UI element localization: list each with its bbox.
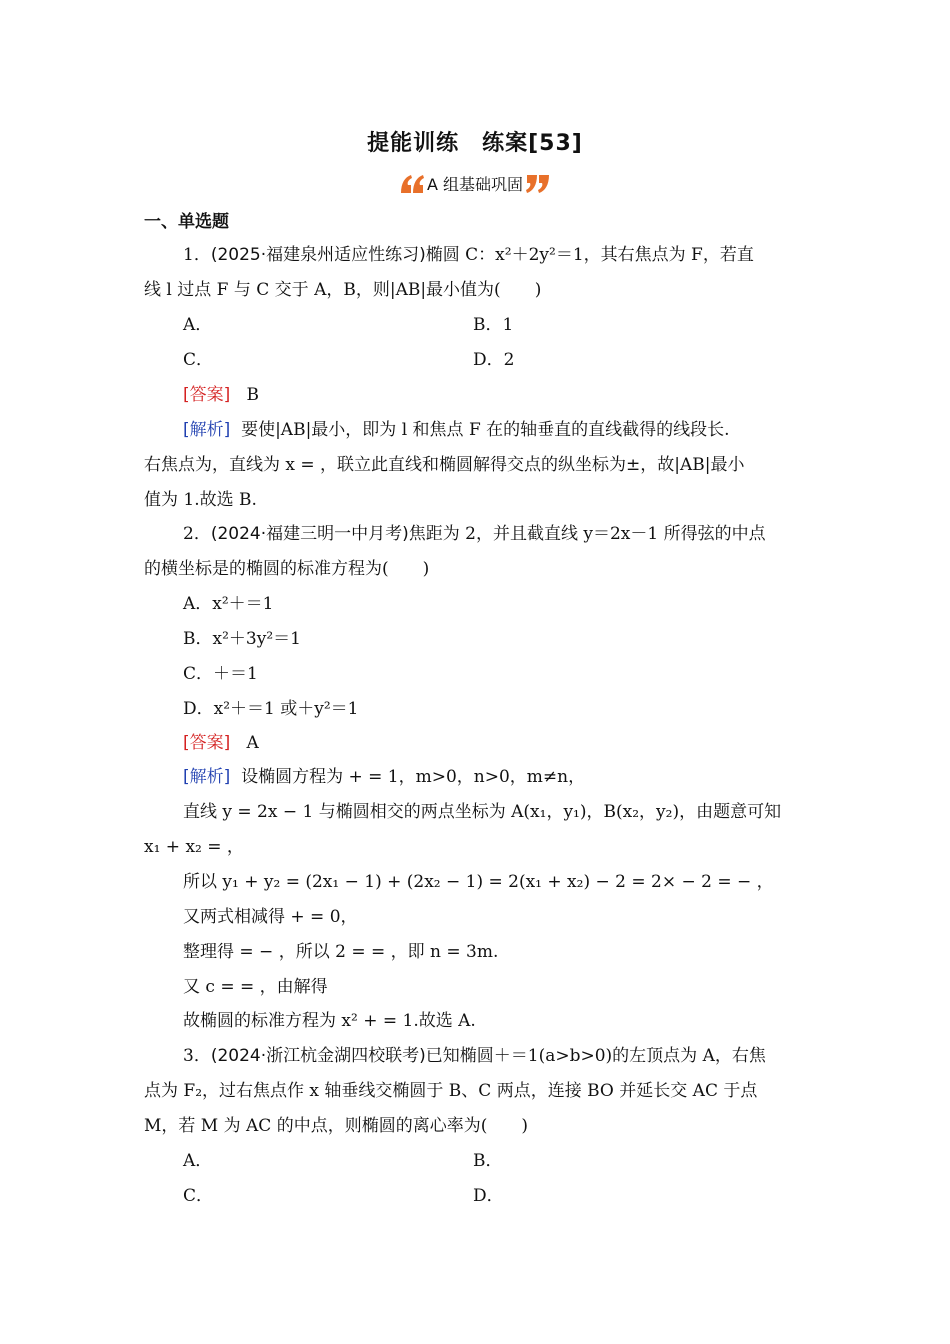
q3-stem-line1 — [183, 1044, 766, 1068]
group-label: A 组基础巩固 — [426, 175, 524, 194]
q2-analysis-line4: 所以 y₁ + y₂ = (2x₁ − 1) + (2x₂ − 1) = 2(x₁ + x₂) − 2 = 2× − 2 = − ， — [183, 872, 774, 892]
q3-option-d: D． — [473, 1186, 504, 1206]
q1-answer — [183, 383, 259, 407]
q3-source: (2024·浙江杭金湖四校联考) — [210, 1046, 426, 1066]
q3-option-b: B． — [473, 1151, 503, 1171]
q2-option-d: D．x²＋＝1 或＋y²＝1 — [183, 699, 359, 719]
q3-stem-b: 点为 F₂，过右焦点作 x 轴垂线交椭圆于 B、C 两点，连接 BO 并延长交 AC 于点 — [144, 1081, 758, 1101]
close-quote-icon — [525, 173, 551, 195]
analysis-label: [解析] — [183, 767, 231, 787]
analysis-label: [解析] — [183, 420, 231, 440]
q2-number: 2． — [183, 524, 211, 544]
q2-stem-b: 的横坐标是的椭圆的标准方程为( ) — [144, 559, 430, 579]
q3-stem-a: 已知椭圆＋＝1(a>b>0)的左顶点为 A，右焦 — [425, 1046, 766, 1066]
q2-analysis-line5: 又两式相减得 + = 0， — [183, 907, 358, 927]
q3-option-c: C． — [183, 1186, 214, 1206]
q2-analysis-line7: 又 c = = ，由解得 — [183, 977, 328, 997]
group-header — [0, 172, 950, 195]
q2-source: (2024·福建三明一中月考) — [210, 524, 409, 544]
answer-label: [答案] — [183, 733, 231, 753]
q2-analysis-line3: x₁ + x₂ = ， — [144, 837, 244, 857]
section-heading: 一、单选题 — [144, 212, 229, 232]
q1-stem-b: 线 l 过点 F 与 C 交于 A，B，则|AB|最小值为( ) — [144, 280, 542, 300]
q1-stem-a: 椭圆 C：x²＋2y²＝1，其右焦点为 F，若直 — [425, 245, 754, 265]
q1-source: (2025·福建泉州适应性练习) — [210, 245, 426, 265]
q1-stem-line1 — [183, 243, 754, 267]
q2-option-c: C．＋＝1 — [183, 664, 258, 684]
q1-option-a: A． — [183, 315, 213, 335]
q3-option-a: A． — [183, 1151, 213, 1171]
q2-analysis-line8: 故椭圆的标准方程为 x² + = 1.故选 A. — [183, 1011, 476, 1031]
q1-option-b: B．1 — [473, 315, 514, 335]
q2-analysis-line2: 直线 y = 2x − 1 与椭圆相交的两点坐标为 A(x₁，y₁)，B(x₂，y₂)，由题意可知 — [183, 802, 782, 822]
q1-analysis-line1 — [183, 418, 730, 442]
q1-number: 1． — [183, 245, 211, 265]
q2-analysis-line1 — [183, 765, 585, 789]
q1-analysis-line2: 右焦点为，直线为 x = ，联立此直线和椭圆解得交点的纵坐标为±，故|AB|最小 — [144, 455, 745, 475]
analysis-text: 要使|AB|最小，即为 l 和焦点 F 在的轴垂直的直线截得的线段长. — [241, 420, 730, 440]
analysis-text: 设椭圆方程为 + = 1，m>0，n>0，m≠n， — [241, 767, 586, 787]
page-title: 提能训练 练案[53] — [367, 131, 583, 156]
q2-analysis-line6: 整理得 = − ，所以 2 = = ，即 n = 3m. — [183, 942, 499, 962]
q3-stem-c: M，若 M 为 AC 的中点，则椭圆的离心率为( ) — [144, 1116, 528, 1136]
q2-stem-line1 — [183, 522, 766, 546]
q2-answer — [183, 731, 259, 755]
q1-option-d: D．2 — [473, 350, 515, 370]
q2-option-a: A．x²＋＝1 — [183, 594, 274, 614]
q2-stem-a: 焦距为 2，并且截直线 y＝2x－1 所得弦的中点 — [408, 524, 766, 544]
q2-option-b: B．x²＋3y²＝1 — [183, 629, 301, 649]
q1-analysis-line3: 值为 1.故选 B. — [144, 490, 257, 510]
q1-option-c: C． — [183, 350, 214, 370]
answer-label: [答案] — [183, 385, 231, 405]
open-quote-icon — [399, 173, 425, 195]
answer-value: B — [246, 385, 259, 405]
q3-number: 3． — [183, 1046, 211, 1066]
answer-value: A — [246, 733, 259, 753]
